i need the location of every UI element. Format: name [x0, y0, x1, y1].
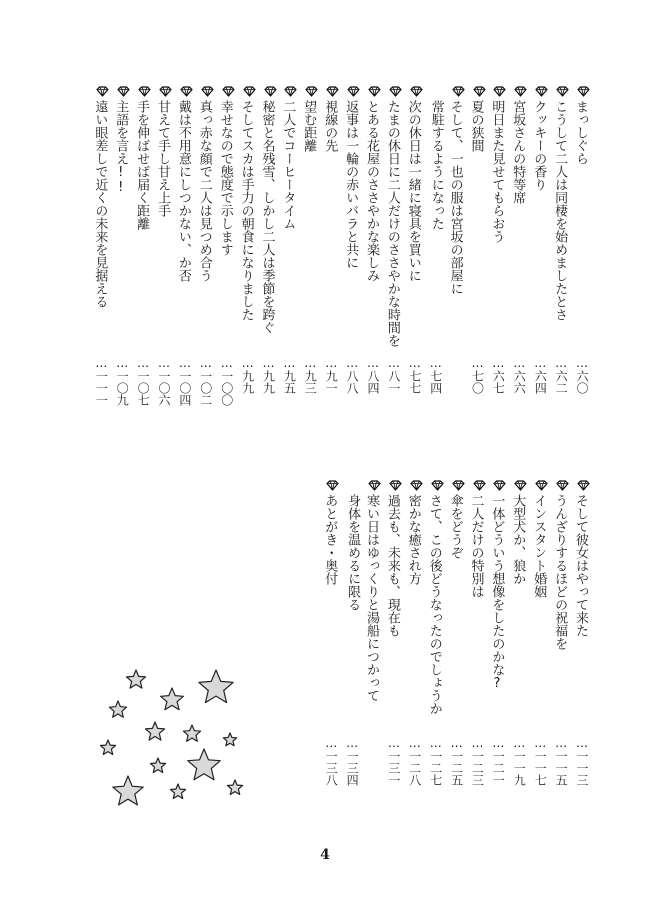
star-icon [227, 780, 242, 795]
toc-entry-title: インスタント婚姻 [530, 480, 548, 800]
gem-icon [410, 86, 423, 97]
toc-entry-title: 戴は不用意にしつかない、か否 [175, 86, 193, 386]
toc-entry [470, 480, 486, 800]
gem-icon [535, 86, 548, 97]
toc-entry-page: …一二一 [491, 736, 506, 786]
toc-entry-page: …一三一 [386, 736, 401, 786]
toc-entry [386, 480, 402, 800]
toc-entry-title: たまの休日に二人だけのささやかな時間を [384, 86, 402, 386]
toc-entry [196, 86, 214, 406]
gem-icon [96, 86, 109, 97]
toc-entry-page: …七四 [428, 356, 443, 394]
toc-entry-title: そして彼女はやって来た [572, 480, 590, 800]
star-icon [199, 670, 233, 703]
gem-icon [410, 480, 423, 491]
gem-icon [452, 86, 465, 97]
toc-entry [301, 86, 318, 394]
toc-entry [428, 480, 444, 800]
toc-entry-page: …六四 [533, 356, 548, 394]
toc-entry [489, 86, 506, 394]
gem-icon [389, 480, 402, 491]
gem-icon [264, 86, 277, 97]
toc-entry [552, 86, 569, 394]
toc-entry [490, 480, 506, 800]
gem-icon [347, 86, 360, 97]
toc-entry-title: 密かな癒され方 [405, 480, 423, 800]
toc-entry-page: …七〇 [470, 356, 485, 394]
gem-icon [514, 86, 527, 97]
star-icon [146, 722, 165, 740]
gem-icon [493, 86, 506, 97]
toc-entry-page: …六七 [491, 356, 506, 394]
toc-entry [175, 86, 193, 406]
gem-icon [138, 86, 151, 97]
toc-entry-title: 常駐するようになった [428, 100, 444, 230]
gem-icon [577, 480, 590, 491]
toc-entry [155, 86, 172, 406]
toc-entry-title: 返事は一輪の赤いバラと共に [342, 86, 360, 386]
toc-entry-title: クッキーの香り [530, 86, 548, 386]
toc-entry [365, 480, 381, 800]
gem-icon [222, 86, 235, 97]
toc-entry-title: 手を伸ばせば届く距離 [133, 86, 151, 386]
toc-entry-title: 一体どういう想像をしたのかな? [488, 480, 506, 800]
toc-entry-title: 大型犬か、狼か [509, 480, 527, 800]
gem-icon [326, 86, 339, 97]
toc-entry-page: …一一九 [512, 736, 527, 786]
toc-entry-title: 望む距離 [300, 86, 318, 386]
toc-entry [238, 86, 256, 394]
toc-entry [322, 86, 339, 394]
toc-entry-page: …九五 [282, 356, 297, 394]
star-icon [161, 688, 184, 710]
toc-entry-page: …六〇 [575, 356, 589, 394]
toc-entry-page: …九九 [261, 356, 276, 394]
toc-entry-title: 遠い眼差しで近くの未来を見据える [91, 86, 109, 386]
toc-entry-page: …九九 [240, 356, 255, 394]
toc-entry-page: …一一一 [94, 356, 109, 406]
toc-entry-page: …一〇四 [177, 356, 192, 406]
toc-entry-title: 幸せなので態度で示します [217, 86, 235, 386]
toc-entry-page: …一〇七 [136, 356, 151, 406]
gem-icon [117, 86, 130, 97]
toc-entry [343, 86, 360, 394]
toc-entry [407, 480, 423, 800]
toc-entry [384, 86, 402, 394]
toc-entry-title: 明日また見せてもらおう [488, 86, 506, 386]
gem-icon [284, 86, 297, 97]
star-icon [150, 758, 165, 773]
toc-entry-page: …一〇九 [115, 356, 130, 406]
toc-entry-page: …一一三 [575, 736, 589, 786]
gem-icon [556, 480, 569, 491]
toc-entry-title: 傘をどうぞ [447, 480, 465, 800]
toc-entry-title: あとがき・奥付 [321, 480, 339, 800]
gem-icon [368, 86, 381, 97]
gem-icon [431, 480, 444, 491]
gem-icon [493, 480, 506, 491]
toc-entry [113, 86, 130, 406]
gem-icon [556, 86, 569, 97]
toc-entry-page: …一二七 [428, 736, 443, 786]
toc-entry-title: まっしぐら [572, 86, 590, 386]
toc-entry [344, 480, 360, 800]
toc-entry-page: …六六 [512, 356, 527, 394]
star-icon [113, 776, 143, 805]
gem-icon [535, 480, 548, 491]
gem-icon [159, 86, 172, 97]
star-icon [183, 725, 200, 741]
toc-entry [134, 86, 151, 406]
toc-entry [574, 480, 590, 800]
toc-entry-page: …一〇二 [198, 356, 213, 406]
toc-entry [553, 480, 569, 800]
toc-entry-page: …九三 [303, 356, 318, 394]
gem-icon [389, 86, 402, 97]
toc-entry [532, 480, 548, 800]
toc-entry-title: 過去も、未来も、現在も [384, 480, 402, 800]
toc-entry-page: …一二三 [470, 736, 485, 786]
gem-icon [473, 480, 486, 491]
toc-entry-title: とある花屋のささやかな楽しみ [363, 86, 381, 386]
toc-entry-page: …八八 [345, 356, 360, 394]
toc-entry-page: …七七 [407, 356, 422, 394]
star-icon [170, 784, 185, 799]
toc-entry [511, 480, 527, 800]
toc-entry [323, 480, 339, 800]
star-icon [188, 749, 220, 780]
star-icon [127, 670, 146, 688]
page-number: 4 [320, 847, 330, 863]
toc-entry-title: 甘えて手し甘え上手 [154, 86, 172, 386]
toc-entry-title: うんざりするほどの祝福を [551, 480, 569, 800]
toc-entry-page: …一〇〇 [219, 356, 234, 406]
toc-entry [217, 86, 235, 406]
toc-entry [449, 480, 465, 800]
toc-entry [428, 86, 444, 394]
toc-entry-title: 視線の先 [321, 86, 339, 386]
star-cluster-icon [100, 662, 260, 822]
gem-icon [368, 480, 381, 491]
toc-entry-page: …一三四 [345, 736, 360, 786]
gem-icon [243, 86, 256, 97]
toc-entry [259, 86, 277, 394]
toc-entry [510, 86, 527, 394]
toc-entry-page: …八四 [366, 356, 380, 394]
toc-entry-page: …一一七 [533, 736, 548, 786]
toc-entry-title: 次の休日は一緒に寝具を買いに [405, 86, 423, 386]
toc-entry [449, 86, 465, 386]
toc-entry-title: 二人だけの特別は [468, 480, 486, 800]
toc-entry-title: 真っ赤な顔で二人は見つめ合う [196, 86, 214, 386]
gem-icon [201, 86, 214, 97]
contents-lower-block [318, 480, 590, 800]
toc-entry-page: …一一五 [554, 736, 569, 786]
gem-icon [577, 86, 590, 97]
toc-entry-title: 宮坂さんの特等席 [509, 86, 527, 386]
toc-entry [405, 86, 423, 394]
toc-entry [468, 86, 486, 394]
toc-entry-page: …九一 [324, 356, 339, 394]
toc-entry [573, 86, 590, 394]
gem-icon [180, 86, 193, 97]
gem-icon [514, 480, 527, 491]
toc-entry-title: こうして二人は同棲を始めましたとさ [551, 86, 569, 386]
toc-entry-title: 二人でコーヒータイム [279, 86, 297, 386]
toc-entry-page: …一三八 [324, 736, 339, 786]
toc-entry-title: 寒い日はゆっくりと湯船につかって [363, 480, 381, 800]
toc-entry-page: …八一 [386, 356, 401, 394]
toc-entry-page: …六二 [554, 356, 569, 394]
toc-entry-title: 身体を温めるに限る [345, 494, 361, 611]
star-icon [223, 733, 236, 746]
toc-entry-title: 夏の狭間 [468, 86, 486, 386]
toc-entry-page: …一〇六 [157, 356, 171, 406]
star-icon [100, 740, 115, 755]
toc-entry-title: そしてスカは手力の朝食になりました [238, 86, 256, 386]
gem-icon [305, 86, 318, 97]
toc-entry-title: 秘密と名残雪、しかし二人は季節を跨ぐ [259, 86, 277, 386]
toc-entry-page: …一二五 [449, 736, 464, 786]
toc-entry-page: …一二八 [407, 736, 422, 786]
toc-entry-title: さて、この後どうなったのでしょうか [426, 480, 444, 800]
gem-icon [452, 480, 465, 491]
toc-entry-title: 主語を言え!! [112, 86, 130, 386]
toc-entry-title: そして、一也の服は宮坂の部屋に [447, 86, 465, 386]
toc-entry [92, 86, 109, 406]
toc-entry [280, 86, 297, 394]
gem-icon [473, 86, 486, 97]
star-icon [109, 701, 126, 717]
toc-entry [364, 86, 381, 394]
contents-upper-block [92, 86, 590, 406]
gem-icon [326, 480, 339, 491]
toc-entry [531, 86, 548, 394]
